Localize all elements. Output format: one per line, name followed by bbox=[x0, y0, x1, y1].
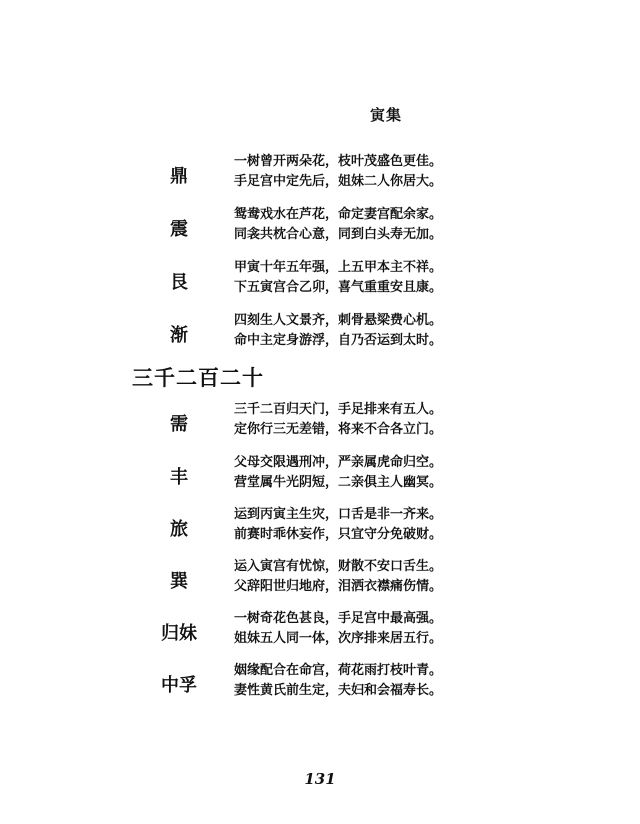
entry-verse bbox=[234, 152, 442, 192]
entry-xun bbox=[0, 557, 640, 597]
entry-xu bbox=[0, 400, 640, 440]
entry-name: 鼎 bbox=[170, 166, 188, 187]
verse-line: 一树奇花色甚良，手足宫中最高强。 bbox=[234, 611, 443, 626]
verse-line: 四刻生人文景齐，刺骨悬梁费心机。 bbox=[234, 313, 443, 328]
entry-verse bbox=[234, 661, 442, 701]
entry-verse bbox=[234, 505, 442, 545]
verse-line: 同衾共枕合心意，同到白头寿无加。 bbox=[234, 227, 443, 242]
entry-name: 归妹 bbox=[161, 623, 197, 644]
entry-name: 旅 bbox=[170, 519, 188, 540]
entry-name: 巽 bbox=[170, 571, 188, 592]
entry-name: 中孚 bbox=[161, 675, 197, 696]
verse-line: 手足宫中定先后，姐妹二人你居大。 bbox=[234, 174, 443, 189]
entry-ding bbox=[0, 152, 640, 192]
entry-name: 震 bbox=[170, 219, 188, 240]
entry-verse bbox=[234, 205, 442, 245]
verse-line: 甲寅十年五年强，上五甲本主不祥。 bbox=[234, 260, 443, 275]
verse-line: 妻性黄氏前生定，夫妇和会福寿长。 bbox=[234, 683, 443, 698]
section-title: 三千二百二十 bbox=[132, 365, 264, 390]
entry-verse bbox=[234, 400, 442, 440]
verse-line: 下五寅宫合乙卯，喜气重重安且康。 bbox=[234, 280, 443, 295]
entry-jian bbox=[0, 311, 640, 351]
entry-verse bbox=[234, 311, 442, 351]
entry-verse bbox=[234, 258, 442, 298]
entry-verse bbox=[234, 557, 442, 597]
entry-lv bbox=[0, 505, 640, 545]
verse-line: 姻缘配合在命宫，荷花雨打枝叶青。 bbox=[234, 663, 443, 678]
verse-line: 运入寅宫有忧惊，财散不安口舌生。 bbox=[234, 559, 443, 574]
verse-line: 前赛时乖休妄作，只宜守分免破财。 bbox=[234, 527, 443, 542]
page-header-title: 寅集 bbox=[370, 106, 403, 124]
verse-line: 父辞阳世归地府，泪洒衣襟痛伤情。 bbox=[234, 579, 443, 594]
entry-guimei bbox=[0, 609, 640, 649]
entry-name: 渐 bbox=[170, 325, 188, 346]
entry-verse bbox=[234, 453, 442, 493]
verse-line: 三千二百归天门，手足排来有五人。 bbox=[234, 402, 443, 417]
verse-line: 一树曾开两朵花，枝叶茂盛色更佳。 bbox=[234, 154, 443, 169]
verse-line: 营堂属牛光阴短，二亲俱主人幽冥。 bbox=[234, 475, 443, 490]
entry-zhen bbox=[0, 205, 640, 245]
verse-line: 父母交限遇刑冲，严亲属虎命归空。 bbox=[234, 455, 443, 470]
entry-verse bbox=[234, 609, 442, 649]
verse-line: 姐妹五人同一体，次序排来居五行。 bbox=[234, 631, 443, 646]
verse-line: 命中主定身游浮，自乃否运到太时。 bbox=[234, 333, 443, 348]
entry-gen bbox=[0, 258, 640, 298]
entry-zhongfu bbox=[0, 661, 640, 701]
verse-line: 定你行三无差错，将来不合各立门。 bbox=[234, 422, 443, 437]
entry-name: 丰 bbox=[170, 467, 188, 488]
entry-feng bbox=[0, 453, 640, 493]
entry-name: 艮 bbox=[170, 272, 188, 293]
verse-line: 运到丙寅主生灾，口舌是非一齐来。 bbox=[234, 507, 443, 522]
verse-line: 鸳鸯戏水在芦花，命定妻宫配余家。 bbox=[234, 207, 443, 222]
entry-name: 需 bbox=[170, 414, 188, 435]
page-number: 131 bbox=[304, 770, 336, 788]
